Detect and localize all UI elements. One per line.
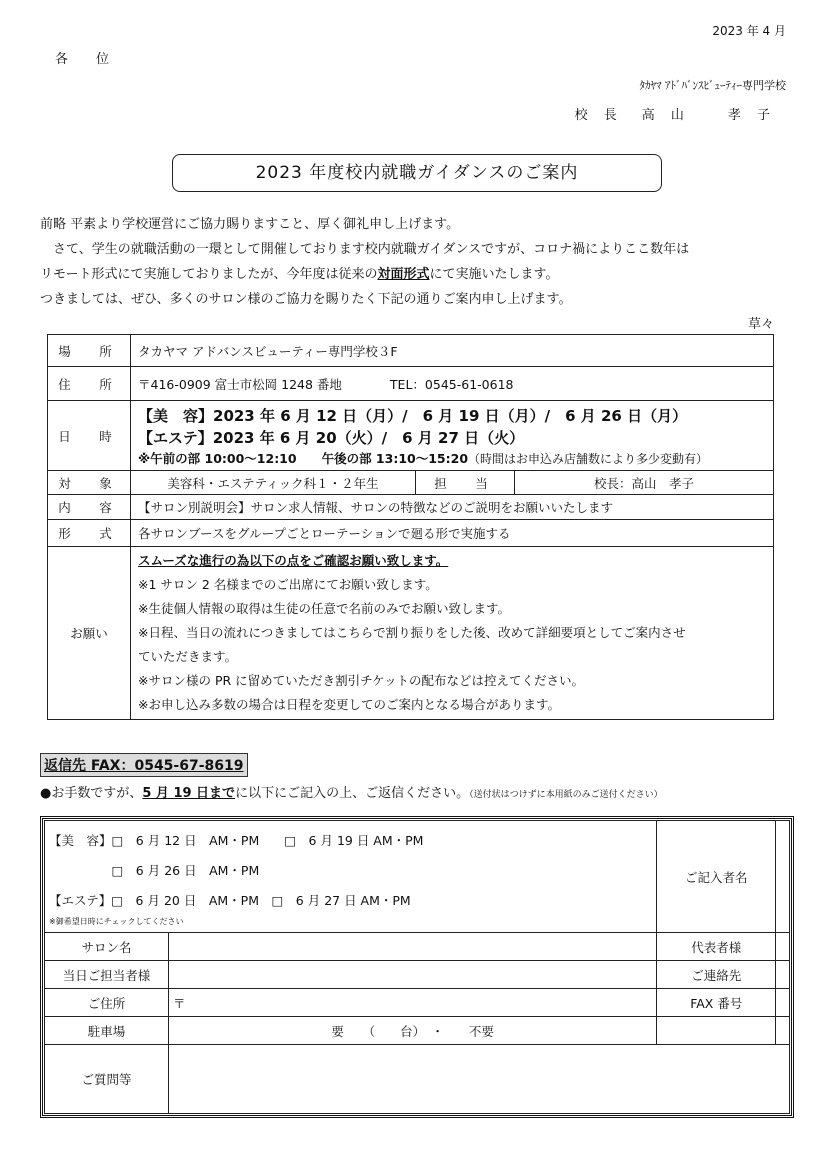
parking-options[interactable]: 要 （ 台） ・ 不要 [169,1017,657,1045]
school-name: ﾀｶﾔﾏ ｱﾄﾞﾊﾞﾝｽﾋﾞｭｰﾃｨｰ専門学校 [639,79,786,92]
intro-line-3 [40,263,790,282]
closing-word: 草々 [747,317,774,332]
reply-instruction-a: ●お手数ですが、 [40,786,143,801]
rep-field[interactable] [776,933,790,961]
writer-field[interactable] [776,821,790,933]
schedule-beauty-options-2[interactable]: □ 6 月 26 日 AM・PM [49,862,260,878]
recipient-char-1: 各 [55,52,71,67]
address-label: 住 所 [48,367,131,401]
parking-empty-cell-2 [776,1017,790,1045]
request-item: ※日程、当日の流れにつきましてはこちらで割り振りをした後、改めて詳細要項としてご案内させ [138,625,686,640]
reply-instruction-c: に以下にご記入の上、ご返信ください。 [235,786,470,801]
request-label: お願い [48,547,131,720]
request-value [131,547,774,720]
time-note [138,449,766,467]
schedule-note: ※御希望日時にチェックしてください [49,916,184,926]
format-value: 各サロンブースをグループごとローテーションで廻る形で実施する [131,520,774,547]
request-item: ていただきます。 [138,649,238,664]
row-target [48,471,774,495]
fax-label: FAX 番号 [657,989,776,1017]
request-item: ※サロン様の PR に留めていただき割引チケットの配布などは控えてください。 [138,673,585,688]
reply-row-parking [45,1017,790,1045]
question-label: ご質問等 [45,1045,169,1114]
tel-text: TEL：0545-61-0618 [389,376,514,392]
contact-person-field[interactable] [169,961,657,989]
schedule-select-cell[interactable] [45,821,657,933]
rep-label: 代表者様 [657,933,776,961]
contact-person-label: 当日ご担当者様 [45,961,169,989]
row-request [48,547,774,720]
reply-instruction-small: （送付状はつけずに本用紙のみご送付ください） [469,790,663,800]
page-title: 2023 年度校内就職ガイダンスのご案内 [172,154,662,192]
time-note-small: （時間はお申込み店舗数により多少変動有） [468,451,709,466]
salon-label: サロン名 [45,933,169,961]
fax-field[interactable] [776,989,790,1017]
intro-line-2: さて、学生の就職活動の一環として開催しております校内就職ガイダンスですが、コロナ禍によりここ数年は [40,242,690,257]
question-field[interactable] [169,1045,790,1114]
request-head: スムーズな進行の為以下の点をご確認お願い致します。 [138,553,449,568]
principal-name: 校 長 高 山 孝 子 [574,108,776,123]
request-item: ※1 サロン 2 名様までのご出席にてお願い致します。 [138,577,438,592]
address-text: 〒416-0909 富士市松岡 1248 番地 [138,376,342,392]
recipient-char-2: 位 [96,52,112,67]
info-table [47,334,774,720]
reply-address-label: ご住所 [45,989,169,1017]
reply-address-field[interactable]: 〒 [169,989,657,1017]
row-place [48,335,774,367]
target-label: 対 象 [48,471,131,495]
schedule-este-options[interactable]: 【エステ】□ 6 月 20 日 AM・PM □ 6 月 27 日 AM・PM [49,892,411,908]
row-date [48,401,774,471]
schedule-beauty-options[interactable]: 【美 容】□ 6 月 12 日 AM・PM □ 6 月 19 日 AM・PM [49,832,424,848]
reply-row-address [45,989,790,1017]
place-label: 場 所 [48,335,131,367]
contact-field[interactable] [776,961,790,989]
reply-fax-number: 返信先 FAX：0545-67-8619 [40,753,248,777]
date-este: 【エステ】2023 年 6 月 20（火）/ 6 月 27 日（火） [138,428,525,447]
reply-deadline: 5 月 19 日まで [142,786,236,801]
reply-row-questions [45,1045,790,1114]
writer-label: ご記入者名 [657,821,776,933]
address-value [131,367,774,401]
reply-row-contact [45,961,790,989]
date-value [131,401,774,471]
salon-field[interactable] [169,933,657,961]
place-value: タカヤマ アドバンスビューティー専門学校３F [131,335,774,367]
date-label: 日 時 [48,401,131,471]
request-item: ※生徒個人情報の取得は生徒の任意で名前のみでお願い致します。 [138,601,510,616]
intro-line-3a: リモート形式にて実施しておりましたが、今年度は従来の [40,267,378,282]
parking-empty-cell [657,1017,776,1045]
recipients [55,48,137,67]
row-content [48,495,774,520]
contact-label: ご連絡先 [657,961,776,989]
charge-label: 担 当 [416,471,515,495]
content-label: 内 容 [48,495,131,520]
issue-date: 2023 年 4 月 [712,24,786,38]
time-note-main: ※午前の部 10:00〜12:10 午後の部 13:10〜15:20 [138,450,469,466]
reply-row-schedule [45,821,790,933]
date-beauty: 【美 容】2023 年 6 月 12 日（月）/ 6 月 19 日（月）/ 6 月 26 日（月） [138,406,688,425]
reply-row-salon [45,933,790,961]
content-value: 【サロン別説明会】サロン求人情報、サロンの特徴などのご説明をお願いいたします [131,495,774,520]
charge-value: 校長：高山 孝子 [515,471,774,495]
intro-emphasis: 対面形式 [377,267,430,282]
parking-label: 駐車場 [45,1017,169,1045]
reply-instruction [40,782,663,801]
format-label: 形 式 [48,520,131,547]
request-item: ※お申し込み多数の場合は日程を変更してのご案内となる場合があります。 [138,697,560,712]
target-value: 美容科・エステティック科１・２年生 [131,471,416,495]
reply-form [44,820,790,1114]
intro-line-4: つきましては、ぜひ、多くのサロン様のご協力を賜りたく下記の通りご案内申し上げます。 [40,292,572,307]
intro-line-1: 前略 平素より学校運営にご協力賜りますこと、厚く御礼申し上げます。 [40,217,460,232]
row-format [48,520,774,547]
row-address [48,367,774,401]
intro-line-3c: にて実施いたします。 [429,267,559,282]
